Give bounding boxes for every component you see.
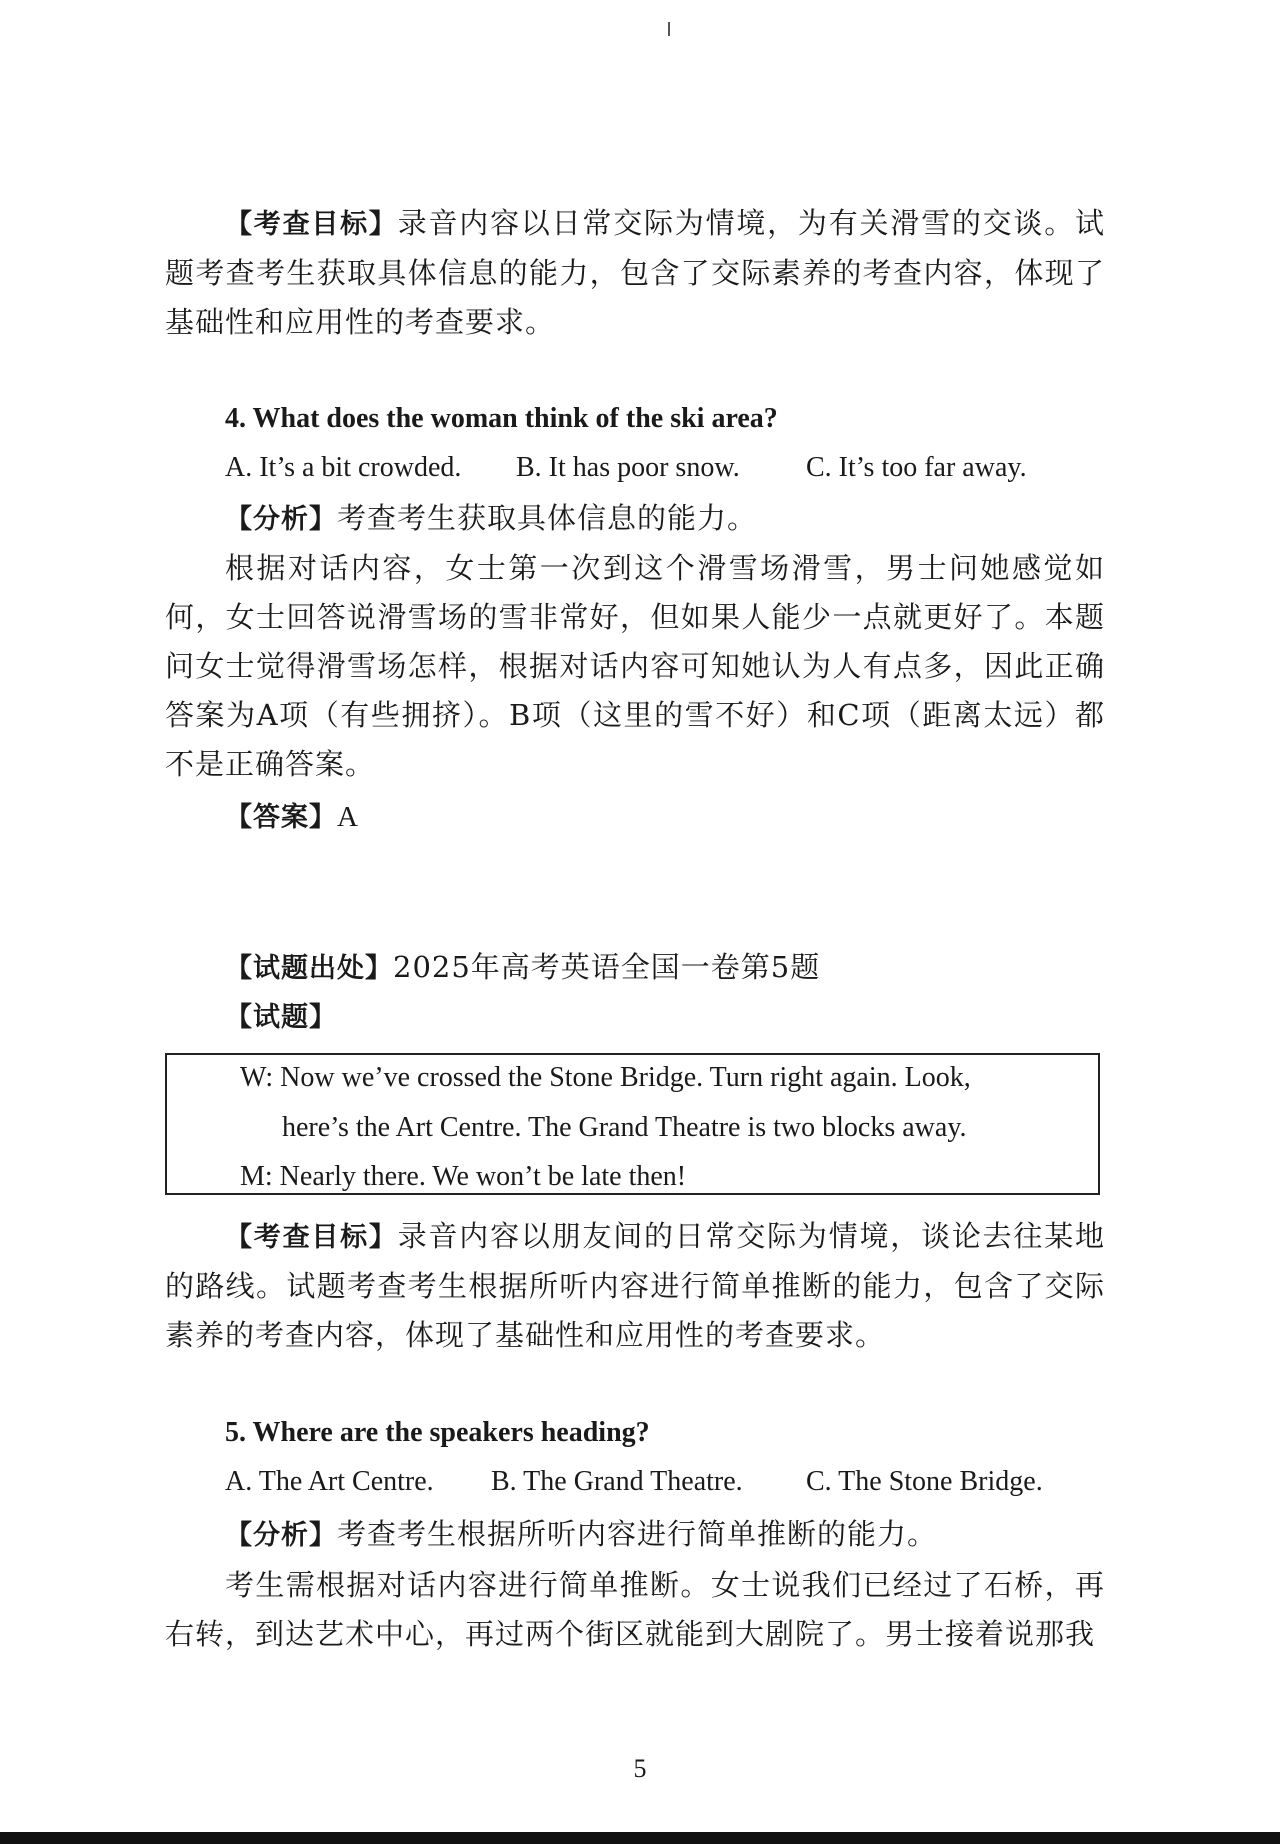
objective-label-2: 【考查目标】: [225, 1222, 398, 1253]
analysis-text: 考查考生获取具体信息的能力。: [337, 501, 758, 535]
source-label: 【试题出处】: [225, 953, 393, 984]
source-text: 2025年高考英语全国一卷第5题: [393, 950, 821, 984]
item-label: 【试题】: [225, 1002, 337, 1033]
option-c: C. It’s too far away.: [806, 452, 1027, 483]
dialogue-w-line-2: here’s the Art Centre. The Grand Theatre is two blocks away.: [282, 1112, 967, 1143]
option-b: B. It has poor snow.: [516, 452, 740, 483]
analysis-text-5: 考查考生根据所听内容进行简单推断的能力。: [337, 1517, 938, 1551]
question-4-title: 4. What does the woman think of the ski area?: [225, 403, 778, 434]
page-number: 5: [633, 1754, 647, 1783]
item-line: [165, 992, 1105, 1042]
option-c-5: C. The Stone Bridge.: [806, 1466, 1043, 1497]
source-line: [165, 943, 1105, 993]
question-4-options: [225, 452, 1027, 484]
option-b-5: B. The Grand Theatre.: [491, 1466, 743, 1497]
answer-label: 【答案】: [225, 802, 337, 833]
option-a: A. It’s a bit crowded.: [225, 452, 462, 483]
option-a-5: A. The Art Centre.: [225, 1466, 434, 1497]
objective-paragraph-1: [165, 199, 1105, 347]
dialogue-w-line-1: W: Now we’ve crossed the Stone Bridge. Turn right again. Look,: [240, 1062, 971, 1093]
analysis-paragraph-5: [165, 1510, 1105, 1560]
dialogue-box: [165, 1053, 1100, 1195]
question-5-options: [225, 1466, 1043, 1498]
dialogue-m-line: M: Nearly there. We won’t be late then!: [240, 1161, 687, 1192]
answer-value: A: [337, 801, 359, 833]
explanation-paragraph-5: 考生需根据对话内容进行简单推断。女士说我们已经过了石桥，再右转，到达艺术中心，再过两个街区就能到大剧院了。男士接着说那我: [165, 1568, 1105, 1651]
scan-mark: [668, 22, 670, 36]
objective-text: 录音内容以日常交际为情境，为有关滑雪的交谈。试题考查考生获取具体信息的能力，包含了交际素养的考查内容，体现了基础性和应用性的考查要求。: [165, 206, 1105, 339]
scan-bottom-edge: [0, 1832, 1280, 1844]
objective-label: 【考查目标】: [225, 209, 398, 240]
question-5-title: 5. Where are the speakers heading?: [225, 1417, 650, 1448]
analysis-label: 【分析】: [225, 504, 337, 535]
objective-text-2: 录音内容以朋友间的日常交际为情境，谈论去往某地的路线。试题考查考生根据所听内容进行简单推断的能力，包含了交际素养的考查内容，体现了基础性和应用性的考查要求。: [165, 1219, 1105, 1352]
explanation-paragraph-4: 根据对话内容，女士第一次到这个滑雪场滑雪，男士问她感觉如何，女士回答说滑雪场的雪非常好，但如果人能少一点就更好了。本题问女士觉得滑雪场怎样，根据对话内容可知她认为人有点多，因此正确答案为A项（有些拥挤）。B项（这里的雪不好）和C项（距离太远）都不是正确答案。: [165, 551, 1105, 781]
answer-line-4: [165, 792, 1105, 842]
objective-paragraph-2: [165, 1212, 1105, 1360]
analysis-paragraph-4: [165, 494, 1105, 544]
analysis-label-5: 【分析】: [225, 1520, 337, 1551]
